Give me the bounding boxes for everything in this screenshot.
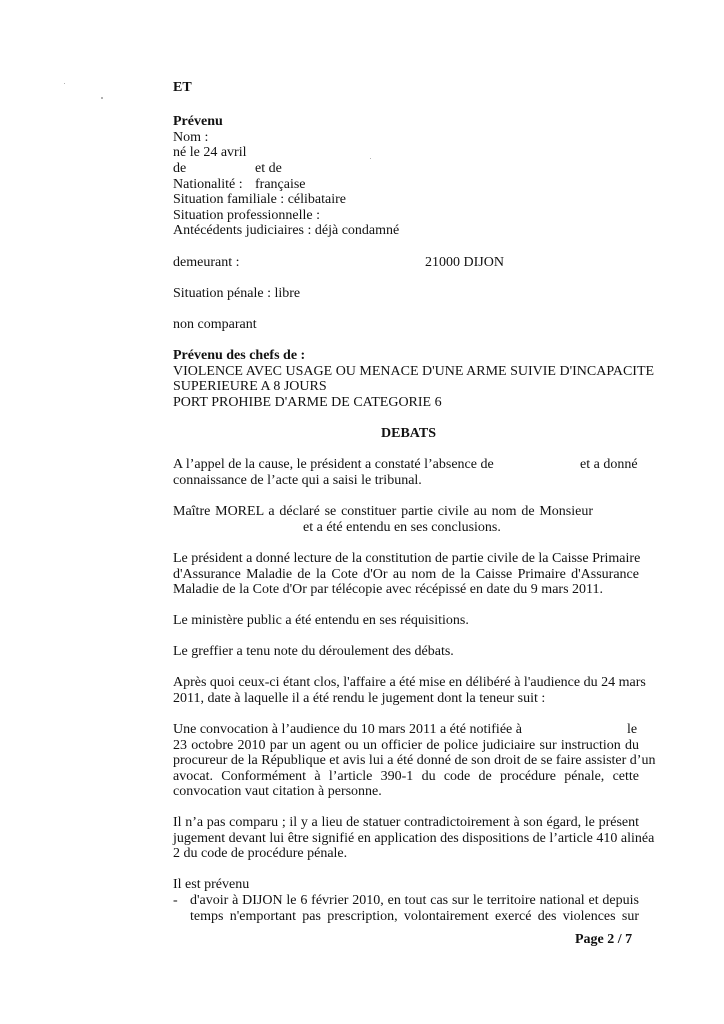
comparu-line: jugement devant lui être signifié en application des dispositions de l’article 410 alinéa [173, 831, 655, 846]
situation-familiale: Situation familiale : célibataire [173, 192, 346, 207]
comparu-line: Il n’a pas comparu ; il y a lieu de statuer contradictoirement à son égard, le présent [173, 815, 639, 830]
scan-speck [370, 158, 371, 159]
convocation-line: avocat. Conformément à l’article 390-1 du code de procédure pénale, cette [173, 769, 639, 784]
nationalite-label: Nationalité : [173, 177, 243, 192]
comparu-line-last: 2 du code de procédure pénale. [173, 846, 348, 861]
cpam-line-last: Maladie de la Cote d'Or par télécopie avec récépissé en date du 9 mars 2011. [173, 582, 603, 597]
prevention-bullet-line: temps n'emportant pas prescription, volontairement exercé des violences sur [190, 909, 639, 924]
ministere-public-text: Le ministère public a été entendu en ses réquisitions. [173, 613, 469, 628]
chefs-heading: Prévenu des chefs de : [173, 348, 306, 363]
parent-de: de [173, 161, 187, 176]
scan-speck [64, 83, 65, 84]
situation-penale: Situation pénale : libre [173, 286, 301, 301]
greffier-text: Le greffier a tenu note du déroulement des débats. [173, 644, 454, 659]
party-label: ET [173, 80, 192, 95]
birth-date: né le 24 avril [173, 145, 247, 160]
prevention-intro: Il est prévenu [173, 877, 250, 892]
chef-line: SUPERIEURE A 8 JOURS [173, 379, 327, 394]
partie-civile-text: Maître MOREL a déclaré se constituer partie civile au nom de Monsieur [173, 504, 593, 519]
convocation-line-last: convocation vaut citation à personne. [173, 784, 382, 799]
partie-civile-line2: et a été entendu en ses conclusions. [303, 520, 501, 535]
antecedents-judiciaires: Antécédents judiciaires : déjà condamné [173, 223, 400, 238]
cpam-line: d'Assurance Maladie de la Cote d'Or au nom de la Caisse Primaire d'Assurance [173, 567, 639, 582]
parent-et-de: et de [255, 161, 282, 176]
appel-text: A l’appel de la cause, le président a constaté l’absence de [173, 457, 494, 472]
convocation-line: 23 octobre 2010 par un agent ou un officier de police judiciaire sur instruction du [173, 738, 639, 753]
demeurant-city: 21000 DIJON [425, 255, 504, 270]
nom-field: Nom : [173, 130, 209, 145]
delibere-line: Après quoi ceux-ci étant clos, l'affaire a été mise en délibéré à l'audience du 24 mars [173, 675, 646, 690]
cpam-line: Le président a donné lecture de la constitution de partie civile de la Caisse Primaire [173, 551, 641, 566]
scan-speck [101, 97, 103, 99]
chef-line: PORT PROHIBE D'ARME DE CATEGORIE 6 [173, 395, 442, 410]
delibere-line-last: 2011, date à laquelle il a été rendu le jugement dont la teneur suit : [173, 691, 546, 706]
page-number: Page 2 / 7 [575, 932, 633, 947]
prevenu-heading: Prévenu [173, 114, 223, 129]
prevention-bullet-line: d'avoir à DIJON le 6 février 2010, en tout cas sur le territoire national et depuis [190, 893, 639, 908]
appel-text-line2: connaissance de l’acte qui a saisi le tribunal. [173, 473, 422, 488]
nationalite-value: française [255, 177, 306, 192]
demeurant-label: demeurant : [173, 255, 240, 270]
comparution-status: non comparant [173, 317, 257, 332]
convocation-text: Une convocation à l’audience du 10 mars 2011 a été notifiée à [173, 722, 522, 737]
convocation-line: procureur de la République et avis lui a été donné de son droit de se faire assister d’un [173, 753, 656, 768]
appel-text-end: et a donné [580, 457, 638, 472]
situation-professionnelle: Situation professionnelle : [173, 208, 320, 223]
debats-heading: DEBATS [381, 426, 436, 441]
convocation-text-end: le [627, 722, 638, 737]
bullet-mark: - [173, 893, 178, 908]
chef-line: VIOLENCE AVEC USAGE OU MENACE D'UNE ARME SUIVIE D'INCAPACITE [173, 364, 655, 379]
